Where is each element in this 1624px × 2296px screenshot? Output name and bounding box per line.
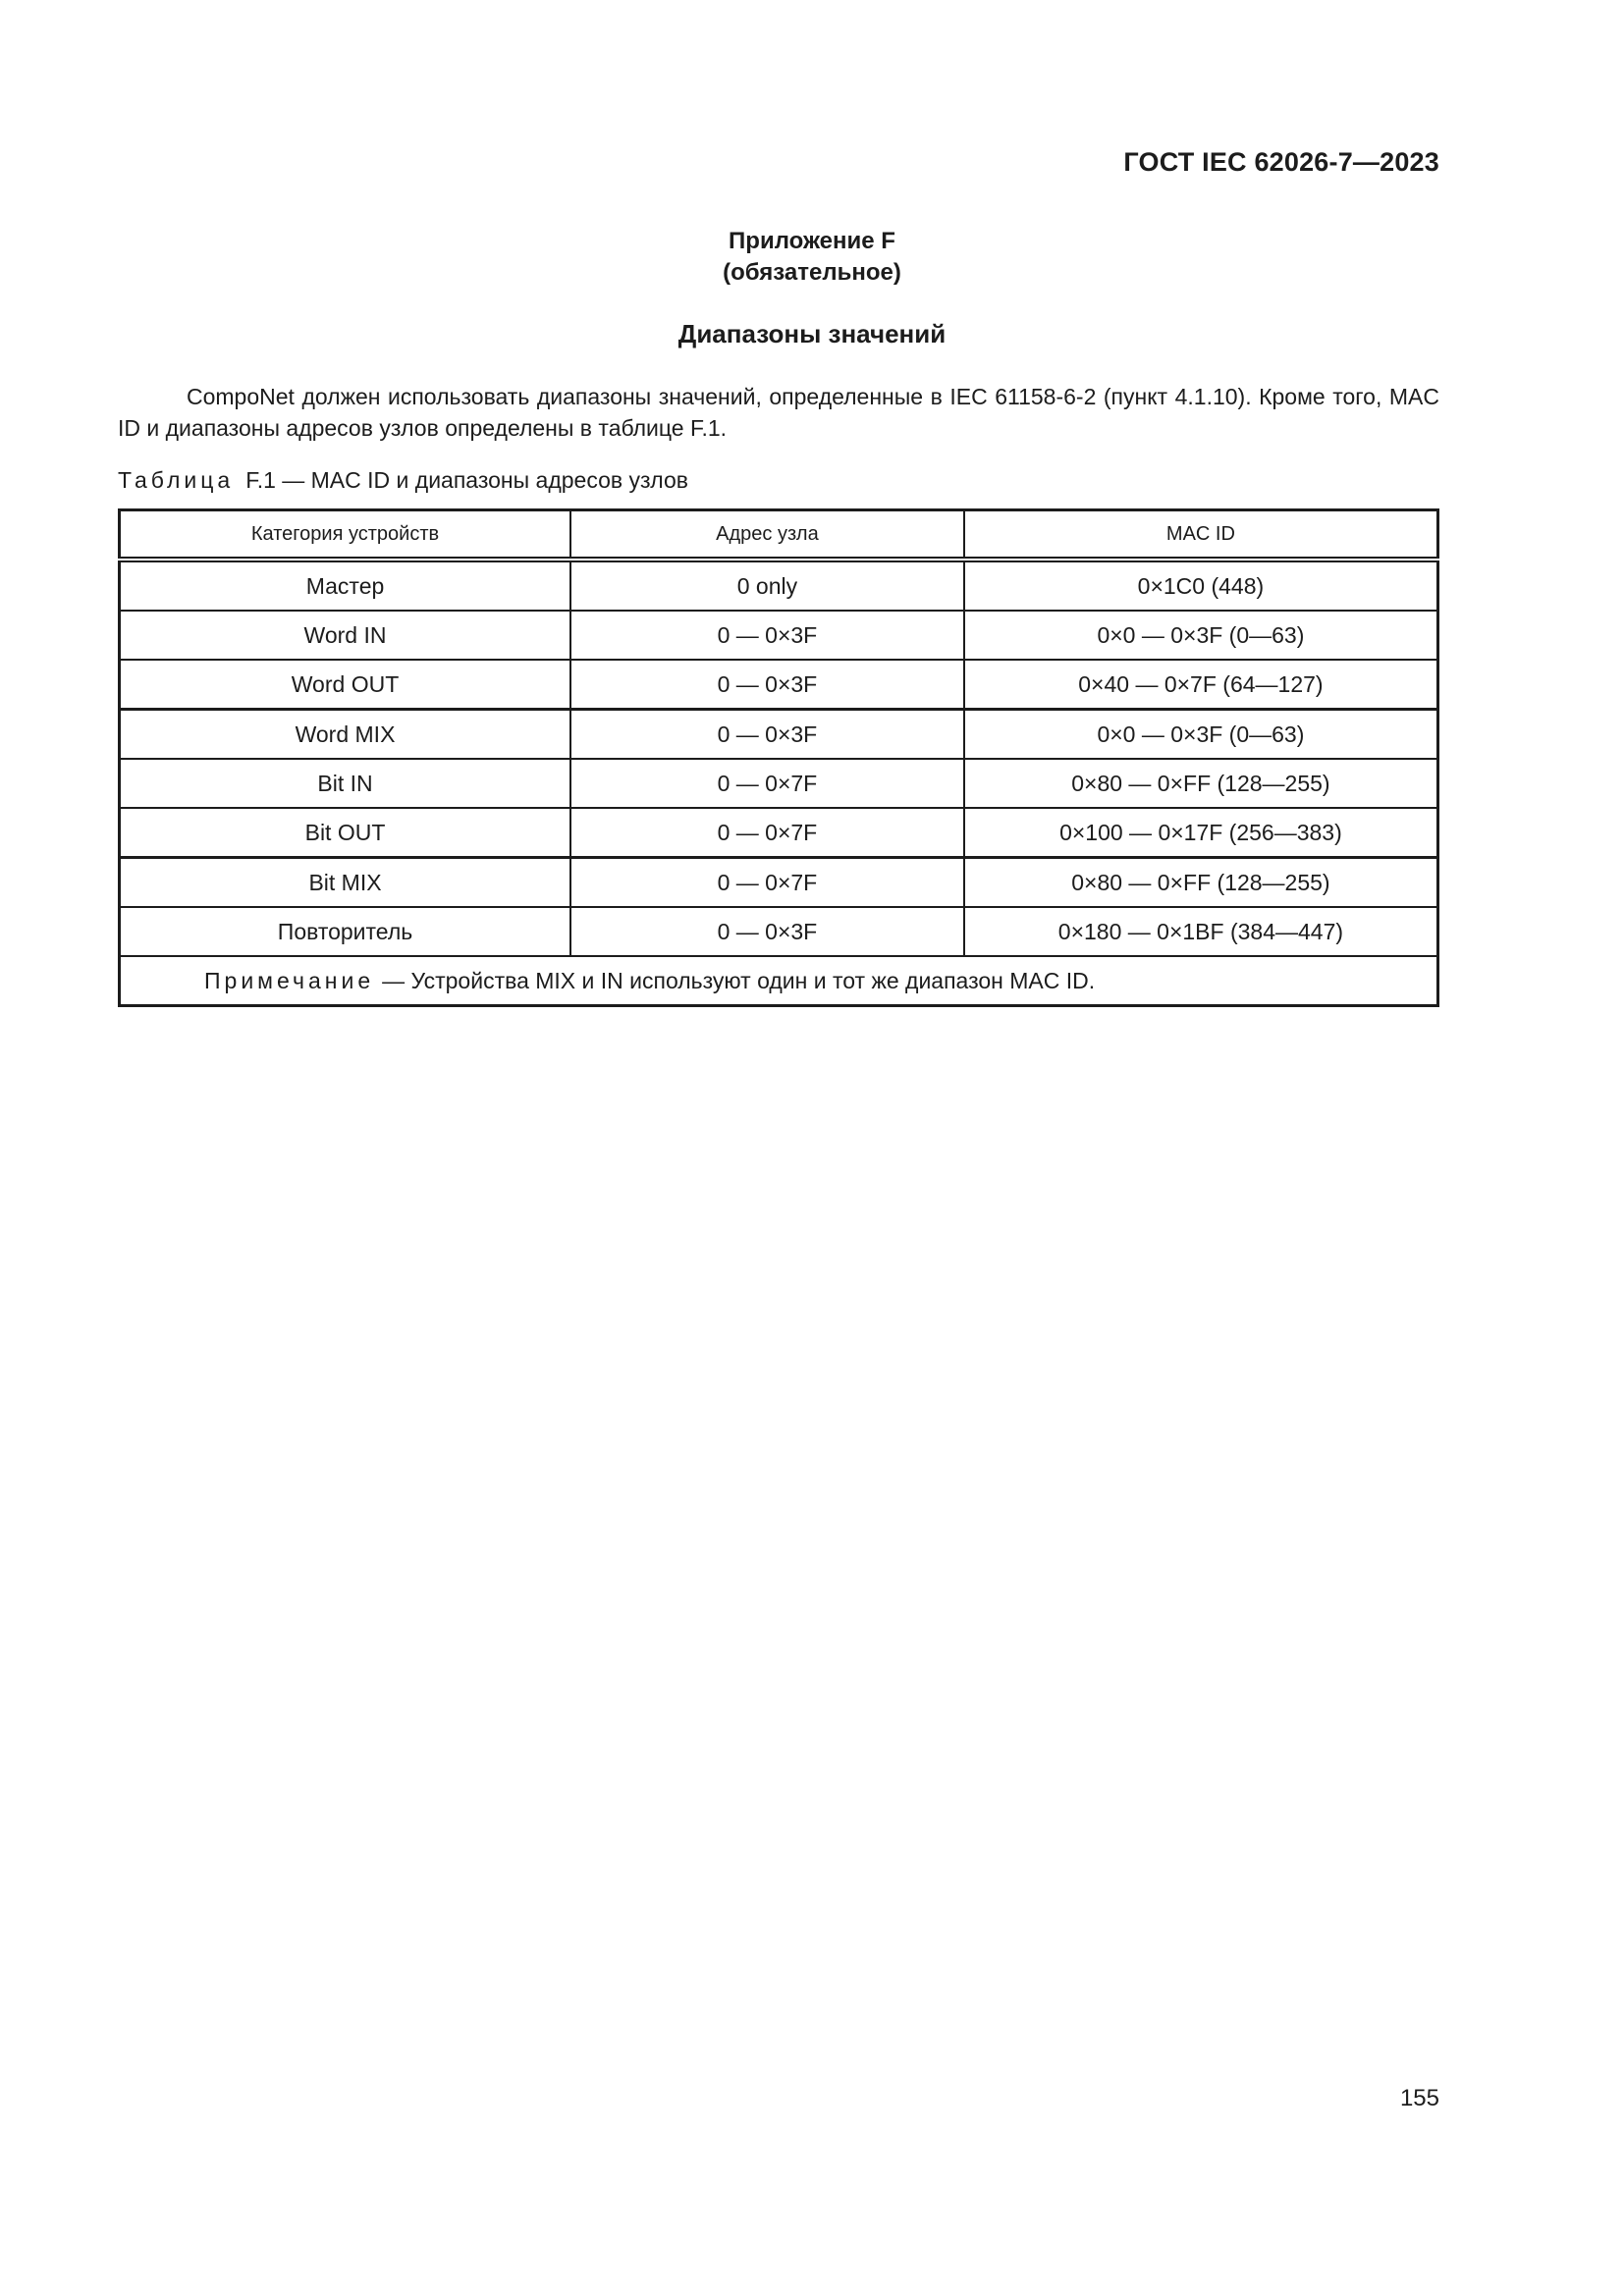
- note-label: Примечание: [204, 967, 375, 993]
- column-header-node-address: Адрес узла: [570, 510, 964, 561]
- cell-node-address: 0 — 0×7F: [570, 759, 964, 808]
- mac-id-table: [118, 508, 1439, 1007]
- table-note-row: [120, 956, 1438, 1006]
- annex-title: Приложение F: [729, 228, 895, 254]
- cell-mac-id: 0×0 — 0×3F (0—63): [964, 611, 1438, 660]
- cell-device-category: Bit OUT: [120, 808, 571, 858]
- table-row: [120, 560, 1438, 611]
- table-row: [120, 710, 1438, 760]
- cell-device-category: Word IN: [120, 611, 571, 660]
- cell-device-category: Bit MIX: [120, 858, 571, 908]
- table-row: [120, 611, 1438, 660]
- cell-device-category: Bit IN: [120, 759, 571, 808]
- cell-node-address: 0 — 0×7F: [570, 808, 964, 858]
- table-caption: [118, 467, 688, 494]
- cell-mac-id: 0×40 — 0×7F (64—127): [964, 660, 1438, 710]
- cell-device-category: Мастер: [120, 560, 571, 611]
- cell-device-category: Word OUT: [120, 660, 571, 710]
- cell-node-address: 0 — 0×3F: [570, 660, 964, 710]
- table-row: [120, 808, 1438, 858]
- table-header-row: [120, 510, 1438, 561]
- table-row: [120, 660, 1438, 710]
- cell-mac-id: 0×100 — 0×17F (256—383): [964, 808, 1438, 858]
- annex-heading: [0, 226, 1624, 289]
- cell-node-address: 0 — 0×3F: [570, 907, 964, 956]
- annex-status: (обязательное): [723, 259, 901, 286]
- section-title: Диапазоны значений: [677, 319, 947, 348]
- table-note: [120, 956, 1438, 1006]
- cell-mac-id: 0×0 — 0×3F (0—63): [964, 710, 1438, 760]
- column-header-mac-id: MAC ID: [964, 510, 1438, 561]
- table-row: [120, 858, 1438, 908]
- document-code: ГОСТ IEC 62026-7—2023: [1123, 147, 1439, 177]
- cell-node-address: 0 — 0×3F: [570, 611, 964, 660]
- cell-node-address: 0 only: [570, 560, 964, 611]
- table-caption-text: F.1 — MAC ID и диапазоны адресов узлов: [245, 467, 688, 493]
- intro-paragraph: CompoNet должен использовать диапазоны значений, определенные в IEC 61158-6-2 (пункт 4.1.10). Кроме того, MAC ID и диапазоны адресов узлов определены в таблице F.1.: [118, 384, 1439, 441]
- table-caption-prefix: Таблица: [118, 467, 235, 493]
- cell-node-address: 0 — 0×3F: [570, 710, 964, 760]
- cell-mac-id: 0×80 — 0×FF (128—255): [964, 858, 1438, 908]
- cell-device-category: Word MIX: [120, 710, 571, 760]
- cell-node-address: 0 — 0×7F: [570, 858, 964, 908]
- table-row: [120, 759, 1438, 808]
- cell-mac-id: 0×180 — 0×1BF (384—447): [964, 907, 1438, 956]
- note-text: — Устройства MIX и IN используют один и тот же диапазон MAC ID.: [382, 967, 1096, 993]
- column-header-device-category: Категория устройств: [120, 510, 571, 561]
- table-row: [120, 907, 1438, 956]
- cell-mac-id: 0×80 — 0×FF (128—255): [964, 759, 1438, 808]
- cell-device-category: Повторитель: [120, 907, 571, 956]
- cell-mac-id: 0×1C0 (448): [964, 560, 1438, 611]
- page-number: 155: [1399, 2085, 1439, 2111]
